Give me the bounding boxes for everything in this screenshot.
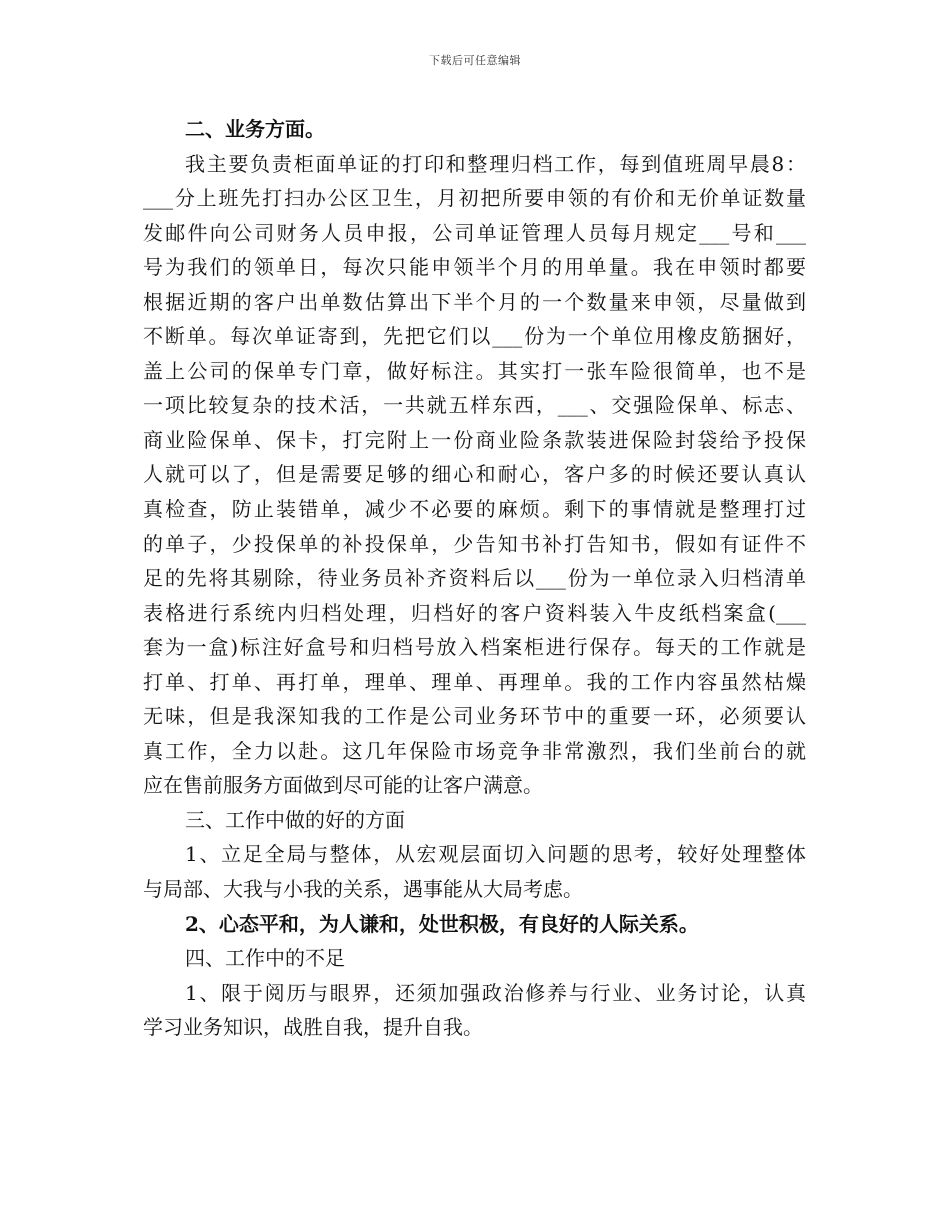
paragraph-line: 真工作，全力以赴。这几年保险市场竞争非常激烈，我们坐前台的就	[143, 738, 806, 763]
section-heading-strengths: 三、工作中做的好的方面	[185, 807, 405, 832]
paragraph-line: 学习业务知识，战胜自我，提升自我。	[143, 1015, 483, 1040]
paragraph-line: 盖上公司的保单专门章，做好标注。其实打一张车险很简单，也不是	[143, 358, 806, 383]
paragraph-line: 根据近期的客户出单数估算出下半个月的一个数量来申领，尽量做到	[143, 289, 806, 314]
document-body	[143, 112, 806, 1045]
paragraph-line: 号为我们的领单日，每次只能申领半个月的用单量。我在申领时都要	[143, 255, 806, 280]
paragraph-line: 1、限于阅历与眼界，还须加强政治修养与行业、业务讨论，认真	[185, 980, 806, 1005]
paragraph-line: 打单、打单、再打单，理单、理单、再理单。我的工作内容虽然枯燥	[143, 669, 806, 694]
paragraph-line: 1、立足全局与整体，从宏观层面切入问题的思考，较好处理整体	[185, 842, 806, 867]
section-heading-shortcomings: 四、工作中的不足	[185, 946, 345, 971]
paragraph-line: 无味，但是我深知我的工作是公司业务环节中的重要一环，必须要认	[143, 704, 806, 729]
paragraph-line: 一项比较复杂的技术活，一共就五样东西，___、交强险保单、标志、	[143, 393, 806, 418]
paragraph-line: 人就可以了，但是需要足够的细心和耐心，客户多的时候还要认真认	[143, 462, 806, 487]
paragraph-line: 商业险保单、保卡，打完附上一份商业险条款装进保险封袋给予投保	[143, 427, 806, 452]
paragraph-line: 我主要负责柜面单证的打印和整理归档工作，每到值班周早晨8：	[185, 151, 806, 176]
paragraph-line: 不断单。每次单证寄到，先把它们以___份为一个单位用橡皮筋捆好，	[143, 324, 806, 349]
paragraph-line: 发邮件向公司财务人员申报，公司单证管理人员每月规定___号和___	[143, 220, 806, 245]
paragraph-line: 与局部、大我与小我的关系，遇事能从大局考虑。	[143, 877, 583, 902]
paragraph-line: 表格进行系统内归档处理，归档好的客户资料装入牛皮纸档案盒(___	[143, 600, 806, 625]
paragraph-line: 应在售前服务方面做到尽可能的让客户满意。	[143, 773, 543, 798]
paragraph-line: 真检查，防止装错单，减少不必要的麻烦。剩下的事情就是整理打过	[143, 497, 806, 522]
page-header: 下载后可任意编辑	[429, 54, 521, 67]
section-heading-business: 二、业务方面。	[185, 117, 325, 141]
paragraph-line: 的单子，少投保单的补投保单，少告知书补打告知书，假如有证件不	[143, 531, 806, 556]
paragraph-line: 套为一盒)标注好盒号和归档号放入档案柜进行保存。每天的工作就是	[143, 635, 806, 660]
paragraph-line: ___分上班先打扫办公区卫生，月初把所要申领的有价和无价单证数量	[143, 186, 806, 211]
bold-point-line: 2、心态平和，为人谦和，处世积极，有良好的人际关系。	[185, 911, 699, 936]
paragraph-line: 足的先将其剔除，待业务员补齐资料后以___份为一单位录入归档清单	[143, 566, 806, 591]
